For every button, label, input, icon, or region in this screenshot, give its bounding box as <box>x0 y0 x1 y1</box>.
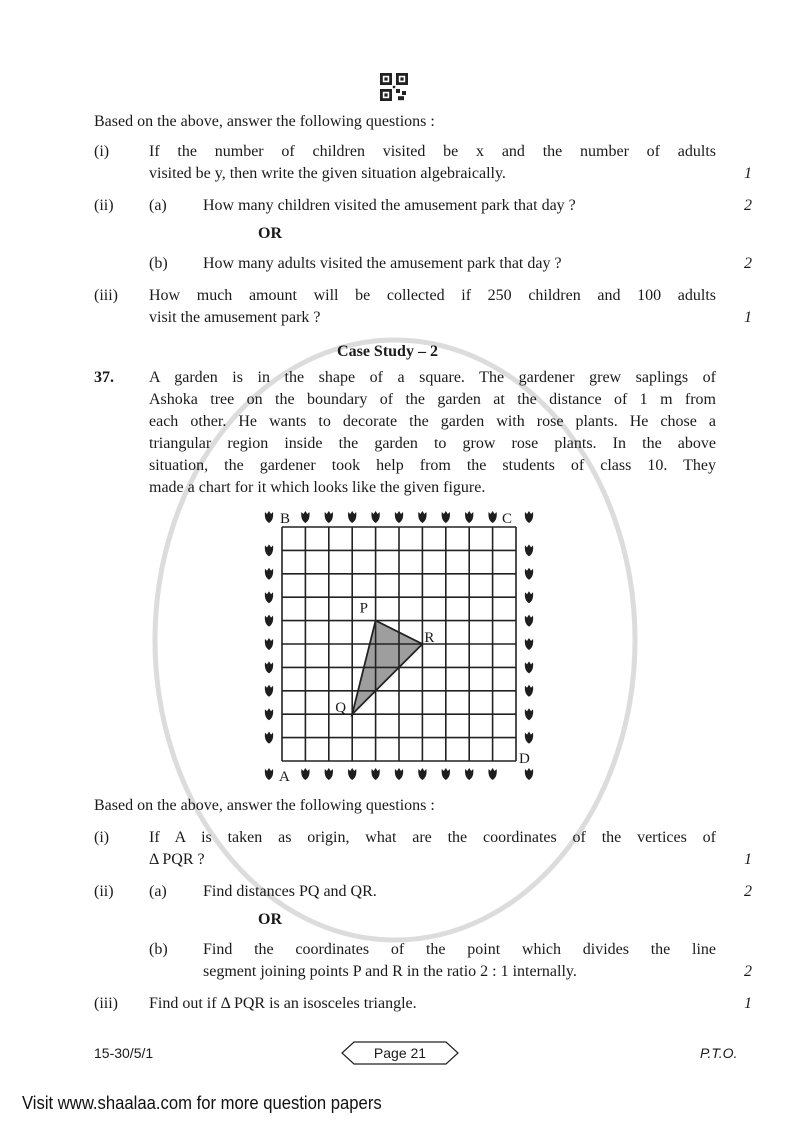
ashoka-tree-icon <box>325 768 333 780</box>
paper-code: 15-30/5/1 <box>94 1045 154 1061</box>
ashoka-tree-icon <box>265 732 273 744</box>
subpart-label: (a) <box>149 883 167 900</box>
ashoka-tree-icon <box>525 768 533 780</box>
question-text: If A is taken as origin, what are the coordinates of the vertices of <box>149 829 716 846</box>
ashoka-tree-icon <box>465 511 473 523</box>
visit-website-link[interactable]: Visit www.shaalaa.com for more question papers <box>22 1092 382 1113</box>
ashoka-tree-icon <box>301 768 309 780</box>
ashoka-tree-icon <box>348 768 356 780</box>
question-text: How much amount will be collected if 250 children and 100 adults <box>149 287 716 304</box>
marks: 1 <box>744 851 752 868</box>
ashoka-tree-icon <box>525 591 533 603</box>
pto-label: P.T.O. <box>700 1045 738 1061</box>
ashoka-tree-icon <box>265 511 273 523</box>
qr-code-icon <box>380 73 408 101</box>
ashoka-tree-icon <box>525 685 533 697</box>
marks: 2 <box>744 197 752 214</box>
case-study-title: Case Study – 2 <box>337 343 438 360</box>
question-text: triangular region inside the garden to grow rose plants. In the above <box>149 435 716 452</box>
part-number: (i) <box>94 143 110 160</box>
marks: 1 <box>744 309 752 326</box>
ashoka-tree-icon <box>525 661 533 673</box>
part-number: (i) <box>94 829 110 846</box>
subpart-label: (b) <box>149 255 168 272</box>
question-text: Find the coordinates of the point which divides the line <box>203 941 716 958</box>
question-text: Find out if Δ PQR is an isosceles triangle. <box>149 995 417 1012</box>
ashoka-tree-icon <box>325 511 333 523</box>
corner-label-d: D <box>519 751 530 767</box>
ashoka-tree-icon <box>265 591 273 603</box>
question-text: Ashoka tree on the boundary of the garden at the distance of 1 m from <box>149 391 716 408</box>
garden-grid-figure <box>255 505 545 787</box>
question-number: 37. <box>94 369 114 386</box>
corner-label-c: C <box>502 511 513 527</box>
question-text: Find distances PQ and QR. <box>203 883 377 900</box>
marks: 1 <box>744 165 752 182</box>
ashoka-tree-icon <box>265 544 273 556</box>
ashoka-tree-icon <box>525 638 533 650</box>
vertex-label-q: Q <box>335 700 347 717</box>
question-text: situation, the gardener took help from the students of class 10. They <box>149 457 716 474</box>
ashoka-tree-icon <box>265 661 273 673</box>
ashoka-tree-icon <box>525 615 533 627</box>
part-number: (ii) <box>94 883 114 900</box>
question-text: How many adults visited the amusement park that day ? <box>203 255 562 272</box>
ashoka-tree-icon <box>488 511 496 523</box>
ashoka-tree-icon <box>418 768 426 780</box>
ashoka-tree-icon <box>348 511 356 523</box>
ashoka-tree-icon <box>525 544 533 556</box>
ashoka-tree-icon <box>418 511 426 523</box>
subpart-label: (b) <box>149 941 168 958</box>
vertex-label-p: P <box>359 600 368 617</box>
or-separator: OR <box>258 225 282 242</box>
marks: 2 <box>744 963 752 980</box>
ashoka-tree-icon <box>395 768 403 780</box>
ashoka-tree-icon <box>371 768 379 780</box>
subpart-label: (a) <box>149 197 167 214</box>
ashoka-tree-icon <box>442 768 450 780</box>
instructions-text: Based on the above, answer the following questions : <box>94 113 435 130</box>
ashoka-tree-icon <box>265 638 273 650</box>
corner-label-b: B <box>280 511 291 527</box>
question-text: each other. He wants to decorate the garden with rose plants. He chose a <box>149 413 716 430</box>
part-number: (iii) <box>94 287 118 304</box>
ashoka-tree-icon <box>488 768 496 780</box>
question-text: segment joining points P and R in the ratio 2 : 1 internally. <box>203 963 577 980</box>
vertex-label-r: R <box>424 630 435 646</box>
ashoka-tree-icon <box>265 708 273 720</box>
part-number: (ii) <box>94 197 114 214</box>
question-text: Δ PQR ? <box>149 851 205 868</box>
ashoka-tree-icon <box>525 732 533 744</box>
question-text: If the number of children visited be x and the number of adults <box>149 143 716 160</box>
ashoka-tree-icon <box>465 768 473 780</box>
instructions-text: Based on the above, answer the following questions : <box>94 797 435 814</box>
ashoka-tree-icon <box>442 511 450 523</box>
question-text: How many children visited the amusement park that day ? <box>203 197 576 214</box>
or-separator: OR <box>258 911 282 928</box>
ashoka-tree-icon <box>265 568 273 580</box>
ashoka-tree-icon <box>301 511 309 523</box>
ashoka-tree-icon <box>525 708 533 720</box>
corner-label-a: A <box>279 769 290 785</box>
ashoka-tree-icon <box>525 511 533 523</box>
ashoka-tree-icon <box>395 511 403 523</box>
ashoka-tree-icon <box>265 685 273 697</box>
ashoka-tree-icon <box>265 615 273 627</box>
marks: 1 <box>744 995 752 1012</box>
marks: 2 <box>744 883 752 900</box>
question-text: made a chart for it which looks like the given figure. <box>149 479 486 496</box>
ashoka-tree-icon <box>525 568 533 580</box>
part-number: (iii) <box>94 995 118 1012</box>
question-text: visit the amusement park ? <box>149 309 321 326</box>
question-text: visited be y, then write the given situation algebraically. <box>149 165 506 182</box>
ashoka-tree-icon <box>265 768 273 780</box>
ashoka-tree-icon <box>371 511 379 523</box>
page-number: Page 21 <box>373 1045 427 1061</box>
question-text: A garden is in the shape of a square. The gardener grew saplings of <box>149 369 716 386</box>
marks: 2 <box>744 255 752 272</box>
